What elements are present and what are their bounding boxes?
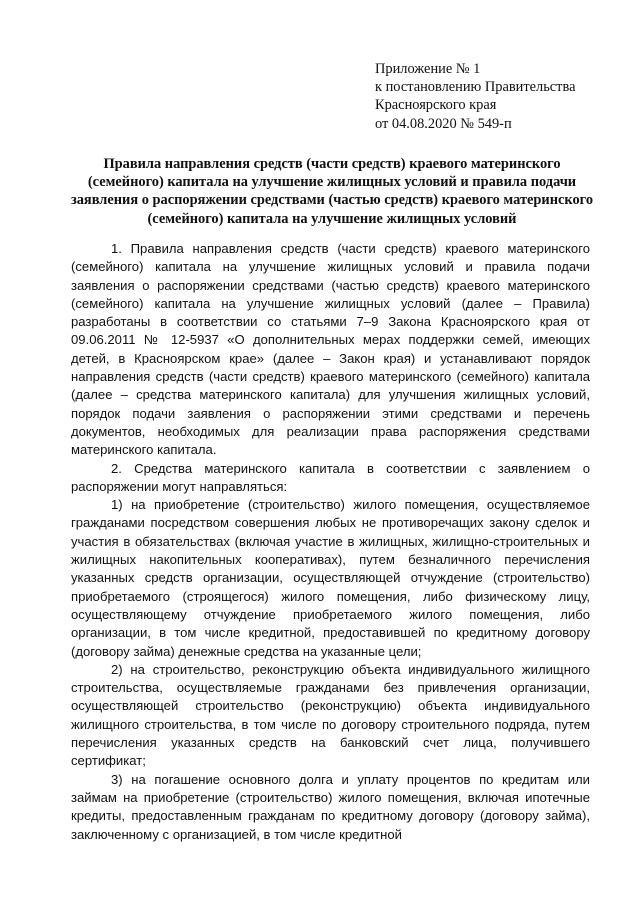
paragraph-2: 2. Средства материнского капитала в соответствии с заявлением о распоряжении могут направляться: xyxy=(71,460,590,494)
paragraph-2-item-2: 2) на строительство, реконструкцию объекта индивидуального жилищного строительства, осуществляемые гражданами без привлечения организации, осуществляющей строительство (реконструкцию) объекта индивидуального жилищного строительства, в том числе по договору строительного подряда, путем перечисления указанных средств на банковский счет лица, получившего сертификат; xyxy=(71,661,590,769)
paragraph-1: 1. Правила направления средств (части средств) краевого материнского (семейного) капитала на улучшение жилищных условий и правила подачи заявления о распоряжении средствами (частью средств) краевого материнского (семейного) капитала на улучшение жилищных условий (далее – Правила) разработаны в соответствии со статьями 7–9 Закона Красноярского края от 09.06.2011 № 12-5937 «О дополнительных мерах поддержки семей, имеющих детей, в Красноярском крае» (далее – Закон края) и устанавливают порядок направления средств (части средств) краевого материнского (семейного) капитала (далее – средства материнского капитала) для улучшения жилищных условий, порядок подачи заявления о распоряжении этими средствами и перечень документов, необходимых для реализации права распоряжения средствами материнского капитала. xyxy=(71,241,590,458)
appendix-line-region: Красноярского края xyxy=(375,97,497,114)
appendix-header xyxy=(375,60,625,133)
appendix-line-number: Приложение № 1 xyxy=(375,61,481,77)
document-title: Правила направления средств (части средств) краевого материнского (семейного) капитала на улучшение жилищных условий и правила подачи заявления о распоряжении средствами (частью средств) краевого материнского (семейного) капитала на улучшение жилищных условий xyxy=(70,156,594,227)
appendix-line-decree: к постановлению Правительства xyxy=(375,79,576,96)
paragraph-2-item-3: 3) на погашение основного долга и уплату процентов по кредитам или займам на приобретение (строительство) жилого помещения, включая ипотечные кредиты, предоставленным гражданам по кредитному договору (договору займа), заключенному с организацией, в том числе кредитной xyxy=(71,771,590,842)
appendix-line-date: от 04.08.2020 № 549-п xyxy=(375,115,512,132)
paragraph-2-item-1: 1) на приобретение (строительство) жилого помещения, осуществляемое гражданами посредством совершения любых не противоречащих закону сделок и участия в обязательствах (включая участие в жилищных, жилищно-строительных и жилищных накопительных кооперативах), путем безналичного перечисления указанных средств организации, осуществляющей отчуждение (строительство) приобретаемого (строящегося) жилого помещения, либо физическому лицу, осуществляющему отчуждение приобретаемого жилого помещения, либо организации, в том числе кредитной, предоставившей по кредитному договору (договору займа) денежные средства на указанные цели; xyxy=(71,497,590,659)
document-body xyxy=(71,240,590,844)
